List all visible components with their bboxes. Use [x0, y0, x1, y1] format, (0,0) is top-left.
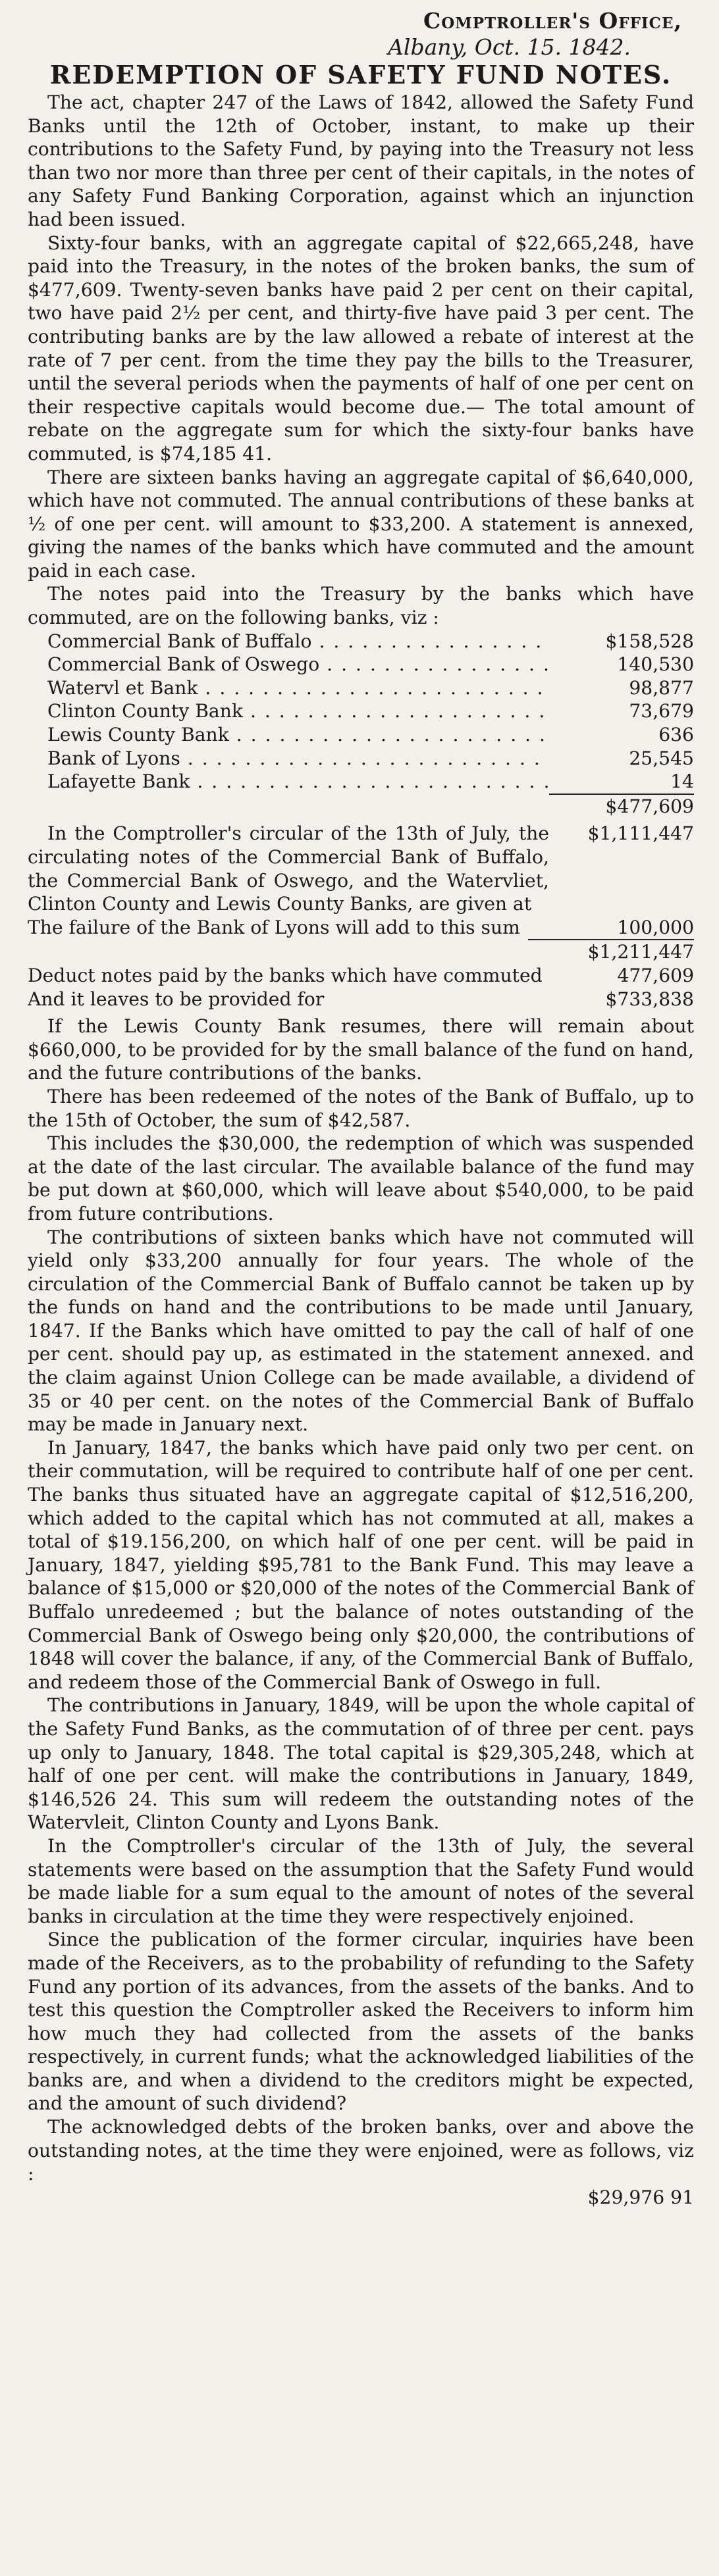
bank-table	[28, 630, 694, 819]
subtotal-value: $1,211,447	[587, 941, 694, 963]
bank-amount: $158,528	[605, 630, 694, 652]
bank-name: Clinton County Bank . . .	[28, 699, 549, 723]
table-row	[28, 676, 694, 700]
circular-line	[28, 822, 694, 915]
table-row	[28, 723, 694, 747]
bank-name: Watervl et Bank . . .	[28, 676, 549, 700]
office-date: Albany, Oct. 15. 1842.	[388, 34, 631, 60]
paragraph-sixteen-banks: There are sixteen banks having an aggregate capital of $6,640,000, which have not commuted. The annual contributions of these banks at ½ of one per cent. will amount to $33,200. A statement is annexed, giving the names of the banks which have commuted and the amount paid in each case.	[28, 466, 694, 582]
lyons-value: 100,000	[617, 916, 694, 938]
paragraph-january-1849: The contributions in January, 1849, will be upon the whole capital of the Safety Fund Banks, as the commutation of of three per cent. pays up only to January, 1848. The total capital is $29,305,248, which at half of one per cent. will make the contributions in January, 1849, $146,526 24. This sum will redeem the outstanding notes of the Watervleit, Clinton County and Lyons Bank.	[28, 1694, 694, 1834]
bank-name: Commercial Bank of Buffalo . . .	[28, 630, 549, 653]
bank-amount: 25,545	[629, 747, 694, 769]
paragraph-lewis-county: If the Lewis County Bank resumes, there will remain about $660,000, to be provided for by the small balance of the fund on hand, and the future contributions of the banks.	[28, 1015, 694, 1084]
paragraph-sixty-four-banks: Sixty-four banks, with an aggregate capital of $22,665,248, have paid into the Treasury, in the notes of the broken banks, the sum of $477,609. Twenty-seven banks have paid 2 per cent on their capital, two have paid 2½ per cent, and thirty-five have paid 3 per cent. The contributing banks are by the law allowed a rebate of interest at the rate of 7 per cent. from the time they pay the bills to the Treasurer, until the several periods when the payments of half of one per cent on their respective capitals would become due.— The total amount of rebate on the aggregate sum for which the sixty-four banks have commuted, is $74,185 41.	[28, 232, 694, 465]
paragraph-receivers: Since the publication of the former circular, inquiries have been made of the Receivers, as to the probability of refunding to the Safety Fund any portion of its advances, from the assets of the banks. And to test this question the Comptroller asked the Receivers to inform him how much they had collected from the assets of the banks respectively, in current funds; what the acknowledged liabilities of the banks are, and when a dividend to the creditors might be expected, and the amount of such dividend?	[28, 1929, 694, 2115]
subtotal-row	[28, 940, 694, 964]
paragraph-notes-paid: The notes paid into the Treasury by the banks which have commuted, are on the following banks, viz :	[28, 583, 694, 629]
paragraph-buffalo-redeemed: There has been redeemed of the notes of the Bank of Buffalo, up to the 15th of October, the sum of $42,587.	[28, 1085, 694, 1131]
paragraph-thirty-thousand: This includes the $30,000, the redemption of which was suspended at the date of the last circular. The available balance of the fund may be put down at $60,000, which will leave about $540,000, to be paid from future contributions.	[28, 1132, 694, 1225]
bank-name: Lafayette Bank . . .	[28, 770, 549, 794]
deduct-value: 477,609	[617, 964, 694, 986]
remaining-line	[28, 988, 694, 1011]
lyons-line	[28, 916, 694, 940]
remaining-value: $733,838	[605, 988, 694, 1010]
table-row	[28, 653, 694, 676]
paragraph-acknowledged-debts: The acknowledged debts of the broken banks, over and above the outstanding notes, at the time they were enjoined, were as follows, viz :	[28, 2116, 694, 2185]
lyons-text: The failure of the Bank of Lyons will add to this sum	[28, 916, 520, 938]
paragraph-act: The act, chapter 247 of the Laws of 1842, allowed the Safety Fund Banks until the 12th of October, instant, to make up their contributions to the Safety Fund, by paying into the Treasury not less than two nor more than three per cent of their capitals, in the notes of any Safety Fund Banking Corporation, against which an injunction had been issued.	[28, 91, 694, 230]
paragraph-january-1847: In January, 1847, the banks which have paid only two per cent. on their commutation, will be required to contribute half of one per cent. The banks thus situated have an aggregate capital of $12,516,200, which added to the capital which has not commuted at all, makes a total of $19.156,200, on which half of one per cent. will be paid in January, 1847, yielding $95,781 to the Bank Fund. This may leave a balance of $15,000 or $20,000 of the notes of the Commercial Bank of Buffalo unredeemed ; but the balance of notes outstanding of the Commercial Bank of Oswego being only $20,000, the contributions of 1848 will cover the balance, if any, of the Commercial Bank of Buffalo, and redeem those of the Commercial Bank of Oswego in full.	[28, 1436, 694, 1693]
cutoff-value: $29,976 91	[587, 2186, 694, 2208]
remaining-text: And it leaves to be provided for	[28, 988, 325, 1010]
table-row	[28, 747, 694, 770]
bank-amount: 73,679	[629, 700, 694, 722]
bank-name: Lewis County Bank . . .	[28, 723, 549, 747]
bank-amount: 14	[549, 770, 694, 795]
paragraph-july-circular: In the Comptroller's circular of the 13th of July, the several statements were based on the assumption that the Safety Fund would be made liable for a sum equal to the amount of notes of the several banks in circulation at the time they were respectively enjoined.	[28, 1834, 694, 1927]
bank-amount: 140,530	[617, 653, 694, 676]
bank-name: Bank of Lyons . . .	[28, 747, 549, 770]
dateline	[28, 8, 694, 61]
circular-text: In the Comptroller's circular of the 13th of July, the circulating notes of the Commercial Bank of Buffalo, the Commercial Bank of Oswego, and the Watervliet, Clinton County and Lewis County Banks, are given at	[28, 822, 549, 915]
table-row	[28, 770, 694, 795]
bank-amount: 98,877	[629, 676, 694, 699]
circular-value: $1,111,447	[587, 822, 694, 845]
paragraph-contributions: The contributions of sixteen banks which have not commuted will yield only $33,200 annually for four years. The whole of the circulation of the Commercial Bank of Buffalo cannot be taken up by the funds on hand and the contributions to be made until January, 1847. If the Banks which have omitted to pay the call of half of one per cent. should pay up, as estimated in the statement annexed. and the claim against Union College can be made available, a dividend of 35 or 40 per cent. on the notes of the Commercial Bank of Buffalo may be made in January next.	[28, 1226, 694, 1436]
article-title: REDEMPTION OF SAFETY FUND NOTES.	[49, 60, 672, 89]
office-name: Comptroller's Office,	[423, 8, 682, 34]
cutoff-row	[28, 2186, 694, 2210]
table-row	[28, 630, 694, 653]
bank-total-row	[28, 795, 694, 819]
bank-amount: 636	[658, 724, 694, 746]
bank-total: $477,609	[605, 795, 694, 817]
deduct-text: Deduct notes paid by the banks which have commuted	[28, 964, 543, 986]
table-row	[28, 699, 694, 723]
clipped-top-line	[28, 0, 694, 7]
bank-name: Commercial Bank of Oswego . . .	[28, 653, 549, 676]
deduct-line	[28, 964, 694, 988]
